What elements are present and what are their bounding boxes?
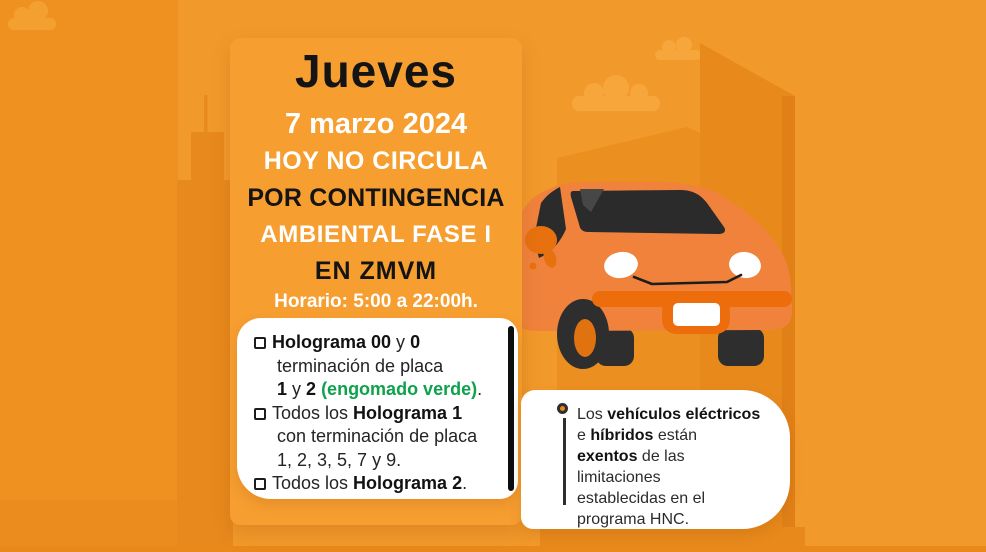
restriction-item-text: Todos los Holograma 1 con terminación de placa 1, 2, 3, 5, 7 y 9.	[272, 402, 478, 470]
restrictions-box	[237, 318, 518, 499]
restriction-item-text: Holograma 00 y 0 terminación de placa 1 y 2 (engomado verde).	[272, 332, 483, 399]
skyscraper-silhouette	[177, 95, 233, 552]
exemption-note-card	[521, 390, 790, 529]
checkbox-icon	[254, 408, 266, 420]
pin-stem-line	[563, 418, 566, 505]
poster-headline-3: AMBIENTAL FASE I	[260, 221, 492, 248]
cloud-icon	[572, 75, 660, 111]
restriction-item-text: Todos los Holograma 2.	[272, 473, 468, 493]
restriction-item	[254, 402, 502, 473]
poster-headline-4: EN ZMVM	[314, 257, 438, 285]
poster-date: 7 marzo 2024	[284, 108, 468, 140]
exemption-note-text: Los vehículos eléctricos e híbridos están exentos de las limitaciones establecidas en el programa HNC.	[577, 406, 761, 528]
left-building-wall	[0, 0, 178, 552]
checkbox-icon	[254, 337, 266, 349]
restriction-item	[254, 472, 502, 496]
car-illustration	[515, 178, 800, 372]
cloud-icon	[655, 37, 701, 60]
poster-title: Jueves	[294, 45, 457, 97]
checkbox-icon	[254, 478, 266, 490]
restriction-item	[254, 331, 502, 402]
car-license-plate	[673, 303, 720, 326]
poster-headline-2: POR CONTINGENCIA	[247, 184, 505, 212]
location-pin-icon	[557, 403, 568, 414]
car-front-tire	[557, 299, 609, 369]
poster-schedule: Horario: 5:00 a 22:00h.	[274, 291, 478, 312]
decorative-vertical-bar	[508, 326, 514, 491]
bottom-edge-strip	[0, 546, 986, 552]
left-ground-strip	[0, 500, 178, 552]
poster-headline-1: HOY NO CIRCULA	[263, 147, 489, 175]
